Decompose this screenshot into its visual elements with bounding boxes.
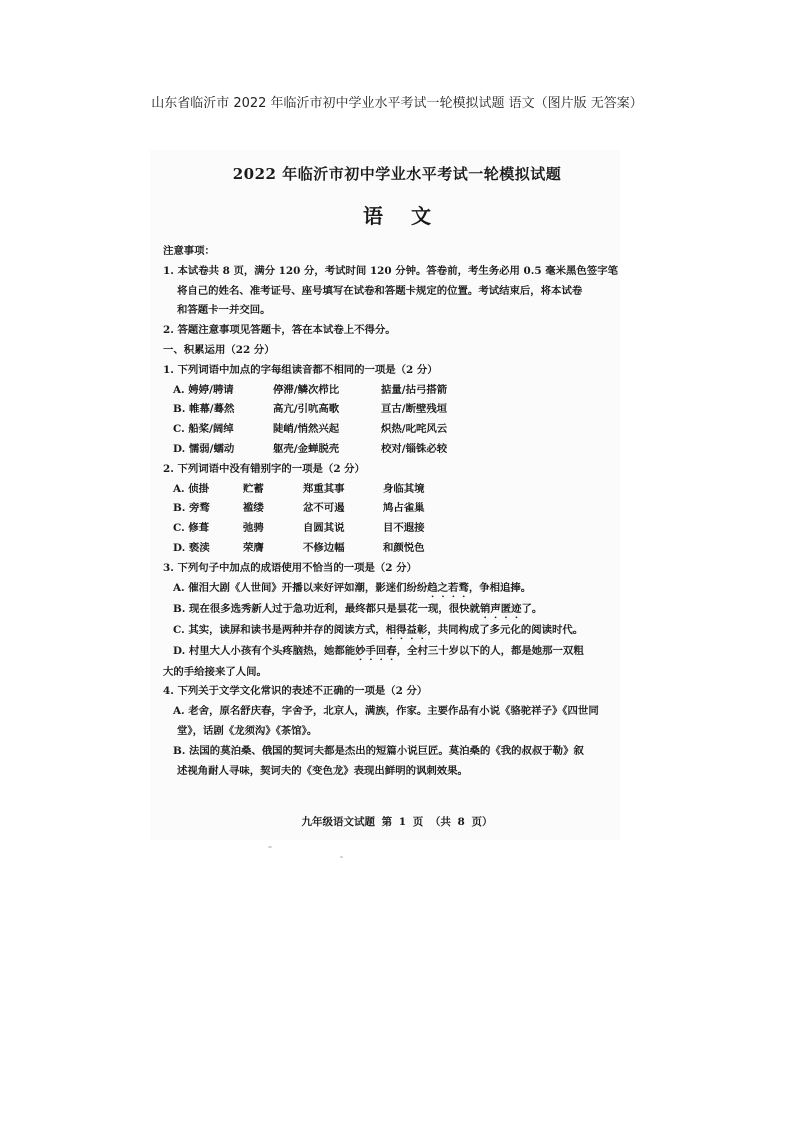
q2-option-cell: 身临其境 <box>383 482 425 495</box>
page-footer: 九年级语文试题 第 1 页 （共 8 页） <box>301 816 493 828</box>
q2-option-cell: 褴缕 <box>243 502 264 515</box>
q1-option-cell: 亘古/断壁残垣 <box>381 403 448 416</box>
q2-option-a <box>163 480 623 500</box>
q2-option-cell: 不修边幅 <box>303 541 345 554</box>
notice-item-1-cont: 和答题卡一并交回。 <box>177 304 271 317</box>
q3-dotted-idiom: 相得益彰 <box>385 623 428 636</box>
q3-option-d-cont: 大的手给接来了人间。 <box>163 665 267 678</box>
q2-option-cell: B. 旁骛 <box>173 502 210 515</box>
subject-heading: 语文 <box>363 204 459 228</box>
question-3-stem: 3. 下列句子中加点的成语使用不恰当的一项是（2 分） <box>163 561 417 574</box>
q1-option-cell: 掂量/拈弓搭箭 <box>381 383 448 396</box>
q2-option-cell: 贮蓄 <box>243 482 264 495</box>
q2-option-cell: D. 亵渎 <box>173 541 210 554</box>
question-4-stem: 4. 下列关于文学文化常识的表述不正确的一项是（2 分） <box>163 685 428 698</box>
q2-option-c <box>163 519 623 539</box>
notice-item-2: 2. 答题注意事项见答题卡，答在本试卷上不得分。 <box>163 324 396 337</box>
scan-speck <box>268 846 272 848</box>
q3-option-c <box>163 621 623 642</box>
question-1-stem: 1. 下列词语中加点的字每组读音都不相同的一项是（2 分） <box>163 363 438 376</box>
exam-content <box>163 242 623 781</box>
q3-dotted-idiom: 趋之若骛 <box>427 581 469 594</box>
q2-option-cell: 弛骋 <box>243 522 264 535</box>
section-heading: 一、积累运用（22 分） <box>163 343 275 356</box>
q2-option-cell: 目不遐接 <box>383 522 425 535</box>
q4-option-a-cont: 堂》，话剧《龙须沟》《茶馆》。 <box>177 724 318 737</box>
notice-item-1-cont: 将自己的姓名、准考证号、座号填写在试卷和答题卡规定的位置。考试结束后，将本试卷 <box>177 284 583 297</box>
q3-text: B. 现在很多选秀新人过于急功近利，最终都只是昙花一现，很快就 <box>173 602 480 615</box>
q2-option-cell: 自圆其说 <box>303 522 345 535</box>
q2-option-cell: 忿不可遏 <box>303 502 345 515</box>
q1-option-cell: C. 船桨/阔绰 <box>173 423 234 436</box>
exam-title: 2022 年临沂市初中学业水平考试一轮模拟试题 <box>232 165 562 183</box>
q1-option-cell: 陡峭/悄然兴起 <box>273 423 340 436</box>
q4-option-b: B. 法国的莫泊桑、俄国的契诃夫都是杰出的短篇小说巨匠。莫泊桑的《我的叔叔于勒》叙 <box>173 744 584 757</box>
q2-option-cell: 鸠占雀巢 <box>383 502 425 515</box>
q2-option-cell: C. 修葺 <box>173 522 210 535</box>
q2-option-d <box>163 539 623 559</box>
q3-text: A. 催泪大剧《人世间》开播以来好评如潮，影迷们纷纷 <box>173 581 428 594</box>
q3-text: ，共同构成了多元化的阅读时代。 <box>427 623 584 636</box>
q3-option-a <box>163 579 623 600</box>
document-caption: 山东省临沂市 2022 年临沂市初中学业水平考试一轮模拟试题 语文（图片版 无答案） <box>151 96 643 111</box>
q3-text: ，争相追捧。 <box>468 581 532 594</box>
q2-option-cell: 荣膺 <box>243 541 264 554</box>
q1-option-cell: 炽热/叱咤风云 <box>381 423 448 436</box>
q1-option-a <box>163 381 623 401</box>
q1-option-cell: A. 娉婷/聘请 <box>173 383 234 396</box>
question-2-stem: 2. 下列词语中没有错别字的一项是（2 分） <box>163 462 365 475</box>
q3-dotted-idiom: 销声匿迹 <box>479 602 522 615</box>
q1-option-cell: D. 懦弱/蠕动 <box>173 442 235 455</box>
q4-option-a: A. 老舍，原名舒庆春，字舍予，北京人，满族，作家。主要作品有小说《骆驼祥子》《四世同 <box>173 705 599 718</box>
scan-speck <box>340 856 343 858</box>
q3-option-d <box>163 642 623 663</box>
q3-text: ，全村三十岁以下的人，都是她那一双粗 <box>396 644 584 657</box>
q3-text: 了。 <box>521 602 543 615</box>
q3-option-b <box>163 600 623 621</box>
q3-text: D. 村里大人小孩有个头疼脑热，她都能 <box>173 644 356 657</box>
q2-option-b <box>163 499 623 519</box>
q2-option-cell: A. 侦掛 <box>173 482 210 495</box>
notice-item-1: 1. 本试卷共 8 页，满分 120 分，考试时间 120 分钟。答卷前，考生务必用 0.5 毫米黑色签字笔 <box>163 264 618 277</box>
q1-option-b <box>163 400 623 420</box>
q2-option-cell: 和颜悦色 <box>383 541 425 554</box>
q1-option-cell: 校对/锱铢必较 <box>381 442 448 455</box>
q2-option-cell: 郑重其事 <box>303 482 345 495</box>
q3-text: C. 其实，读屏和读书是两种并存的阅读方式， <box>173 623 386 636</box>
q1-option-d <box>163 440 623 460</box>
q4-option-b-cont: 述视角耐人寻味，契诃夫的《变色龙》表现出鲜明的讽刺效果。 <box>177 764 468 777</box>
notice-heading: 注意事项： <box>163 245 215 257</box>
q1-option-cell: 躯壳/金蝉脱壳 <box>273 442 340 455</box>
q1-option-cell: 停滞/鳞次栉比 <box>273 383 340 396</box>
q1-option-c <box>163 420 623 440</box>
q1-option-cell: 高亢/引吭高歌 <box>273 403 340 416</box>
q3-dotted-idiom: 妙手回春 <box>355 644 397 657</box>
q1-option-cell: B. 帷幕/蓦然 <box>173 403 235 416</box>
